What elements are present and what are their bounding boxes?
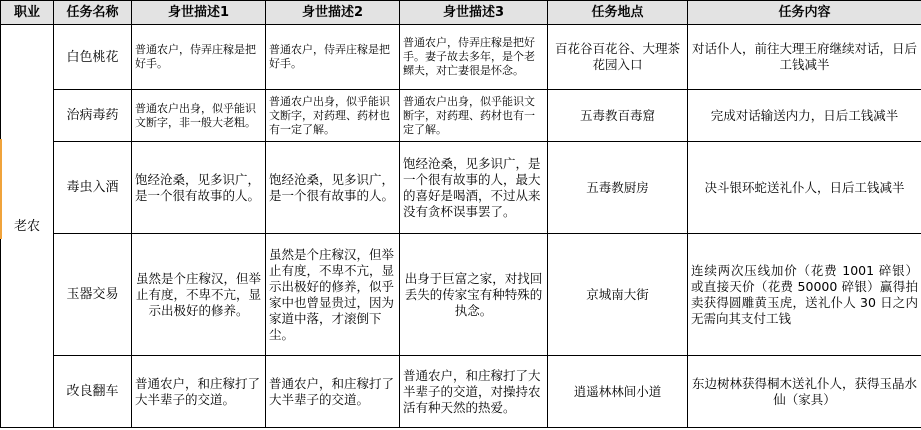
desc-1: 饱经沧桑，见多识广，是一个很有故事的人。 bbox=[132, 142, 266, 234]
table-row bbox=[1, 25, 921, 90]
header-desc-2: 身世描述2 bbox=[266, 1, 400, 25]
header-location: 任务地点 bbox=[548, 1, 688, 25]
task-name: 白色桃花 bbox=[54, 25, 132, 90]
task-location: 五毒教百毒窟 bbox=[548, 90, 688, 142]
header-desc-1: 身世描述1 bbox=[132, 1, 266, 25]
table-row bbox=[1, 234, 921, 356]
task-content: 对话仆人，前往大理王府继续对话，日后工钱减半 bbox=[688, 25, 921, 90]
desc-1: 普通农户，和庄稼打了大半辈子的交道。 bbox=[132, 356, 266, 428]
task-content: 东边树林获得桐木送礼仆人，获得玉晶水仙（家具） bbox=[688, 356, 921, 428]
task-location: 五毒教厨房 bbox=[548, 142, 688, 234]
header-desc-3: 身世描述3 bbox=[400, 1, 548, 25]
task-content: 完成对话输送内力，日后工钱减半 bbox=[688, 90, 921, 142]
task-location: 京城南大街 bbox=[548, 234, 688, 356]
desc-2: 普通农户出身，似乎能识文断字，对药理、药材也有一定了解。 bbox=[266, 90, 400, 142]
header-task-name: 任务名称 bbox=[54, 1, 132, 25]
desc-1: 普通农户出身，似乎能识文断字，非一般大老粗。 bbox=[132, 90, 266, 142]
table-row bbox=[1, 90, 921, 142]
desc-3: 普通农户，侍弄庄稼是把好手。妻子故去多年，是个老鳏夫，对亡妻很是怀念。 bbox=[400, 25, 548, 90]
desc-2: 饱经沧桑，见多识广，是一个很有故事的人。 bbox=[266, 142, 400, 234]
task-name: 治病毒药 bbox=[54, 90, 132, 142]
header-row bbox=[1, 1, 921, 25]
desc-2: 普通农户，和庄稼打了大半辈子的交道。 bbox=[266, 356, 400, 428]
desc-1: 普通农户，侍弄庄稼是把好手。 bbox=[132, 25, 266, 90]
header-job: 职业 bbox=[1, 1, 54, 25]
desc-1: 虽然是个庄稼汉，但举止有度，不卑不亢，显示出极好的修养。 bbox=[132, 234, 266, 356]
table-row bbox=[1, 142, 921, 234]
desc-3: 普通农户，和庄稼打了大半辈子的交道，对操持农活有种天然的热爱。 bbox=[400, 356, 548, 428]
job-cell: 老农 bbox=[1, 25, 54, 428]
task-name: 改良翻车 bbox=[54, 356, 132, 428]
task-name: 毒虫入酒 bbox=[54, 142, 132, 234]
task-location: 百花谷百花谷、大理茶花园入口 bbox=[548, 25, 688, 90]
desc-3: 出身于巨富之家，对找回丢失的传家宝有种特殊的执念。 bbox=[400, 234, 548, 356]
desc-2: 普通农户，侍弄庄稼是把好手。 bbox=[266, 25, 400, 90]
task-content: 连续两次压线加价（花费 1001 碎银）或直接天价（花费 50000 碎银）赢得拍卖获得圆雕黄玉虎，送礼仆人 30 日之内无需向其支付工钱 bbox=[688, 234, 921, 356]
row-accent-marker bbox=[0, 139, 2, 239]
table-row bbox=[1, 356, 921, 428]
desc-3: 饱经沧桑，见多识广，是一个很有故事的人，最大的喜好是喝酒，不过从来没有贪杯误事罢了。 bbox=[400, 142, 548, 234]
task-location: 逍遥林林间小道 bbox=[548, 356, 688, 428]
desc-3: 普通农户出身，似乎能识文断字，对药理、药材也有一定了解。 bbox=[400, 90, 548, 142]
header-task-content: 任务内容 bbox=[688, 1, 921, 25]
desc-2: 虽然是个庄稼汉，但举止有度，不卑不亢，显示出极好的修养，似乎家中也曾显贵过，因为家道中落，才滚倒下尘。 bbox=[266, 234, 400, 356]
task-content: 决斗银环蛇送礼仆人，日后工钱减半 bbox=[688, 142, 921, 234]
task-name: 玉器交易 bbox=[54, 234, 132, 356]
